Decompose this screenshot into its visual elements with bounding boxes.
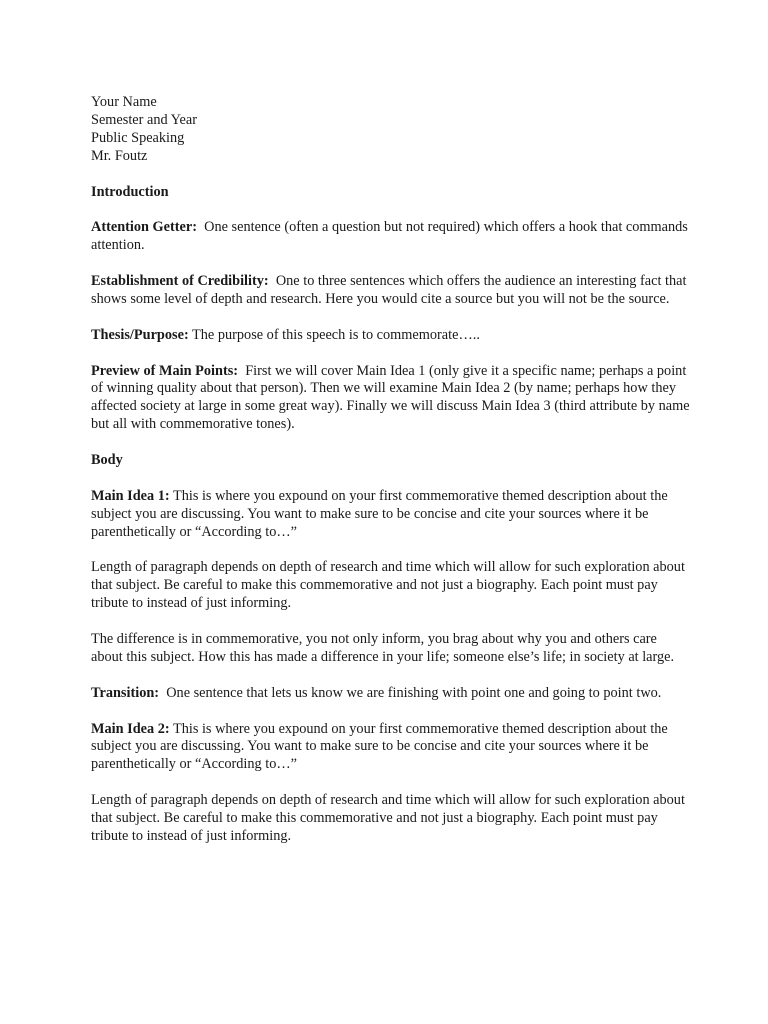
credibility-text: One to three sentences which offers the audience an interesting fact that shows some level of depth and research. Here you would cite a source but you will not be the source.	[91, 273, 687, 307]
main-idea-1-text: This is where you expound on your first commemorative themed description about the subject you are discussing. You want to make sure to be concise and cite your sources where it be parenthetically or “According to…”	[91, 487, 668, 540]
preview-text: First we will cover Main Idea 1 (only give it a specific name; perhaps a point of winning quality about that person). Then we will examine Main Idea 2 (by name; perhaps how they affected society at large in some great way). Finally we will discuss Main Idea 3 (third attribute by name but all with commemorative tones).	[91, 362, 690, 433]
preview-paragraph	[91, 363, 691, 435]
main-idea-1-paragraph	[91, 488, 691, 542]
attention-getter-label: Attention Getter:	[91, 219, 197, 236]
body-heading: Body	[91, 452, 123, 469]
main-idea-1-difference-paragraph: The difference is in commemorative, you not only inform, you brag about why you and others care about this subject. How this has made a difference in your life; someone else’s life; in society at large.	[91, 631, 675, 665]
main-idea-2-label: Main Idea 2:	[91, 720, 170, 737]
credibility-paragraph	[91, 273, 691, 309]
course-line: Public Speaking	[91, 129, 185, 146]
instructor-line: Mr. Foutz	[91, 147, 148, 164]
main-idea-2-paragraph	[91, 721, 691, 775]
introduction-heading: Introduction	[91, 183, 169, 200]
preview-label: Preview of Main Points:	[91, 362, 239, 379]
main-idea-2-text: This is where you expound on your first commemorative themed description about the subject you are discussing. You want to make sure to be concise and cite your sources where it be parenthetically or “According to…”	[91, 720, 668, 773]
thesis-text: The purpose of this speech is to commemorate…..	[192, 326, 480, 343]
thesis-paragraph	[91, 327, 691, 345]
header-block	[91, 94, 691, 166]
transition-text: One sentence that lets us know we are finishing with point one and going to point two.	[166, 684, 662, 701]
transition-label: Transition:	[91, 684, 160, 701]
thesis-label: Thesis/Purpose:	[91, 326, 189, 343]
transition-paragraph	[91, 685, 691, 703]
main-idea-1-label: Main Idea 1:	[91, 487, 170, 504]
document-page	[91, 94, 691, 846]
main-idea-1-length-paragraph: Length of paragraph depends on depth of research and time which will allow for such exploration about that subject. Be careful to make this commemorative and not just a biography. Each point must pay tribute to instead of just informing.	[91, 559, 685, 612]
semester-line: Semester and Year	[91, 111, 198, 128]
main-idea-2-length-paragraph: Length of paragraph depends on depth of research and time which will allow for such exploration about that subject. Be careful to make this commemorative and not just a biography. Each point must pay tribute to instead of just informing.	[91, 792, 685, 844]
credibility-label: Establishment of Credibility:	[91, 273, 269, 290]
author-name: Your Name	[91, 94, 157, 110]
attention-getter-paragraph	[91, 219, 691, 255]
attention-getter-text: One sentence (often a question but not required) which offers a hook that commands attention.	[91, 219, 688, 254]
